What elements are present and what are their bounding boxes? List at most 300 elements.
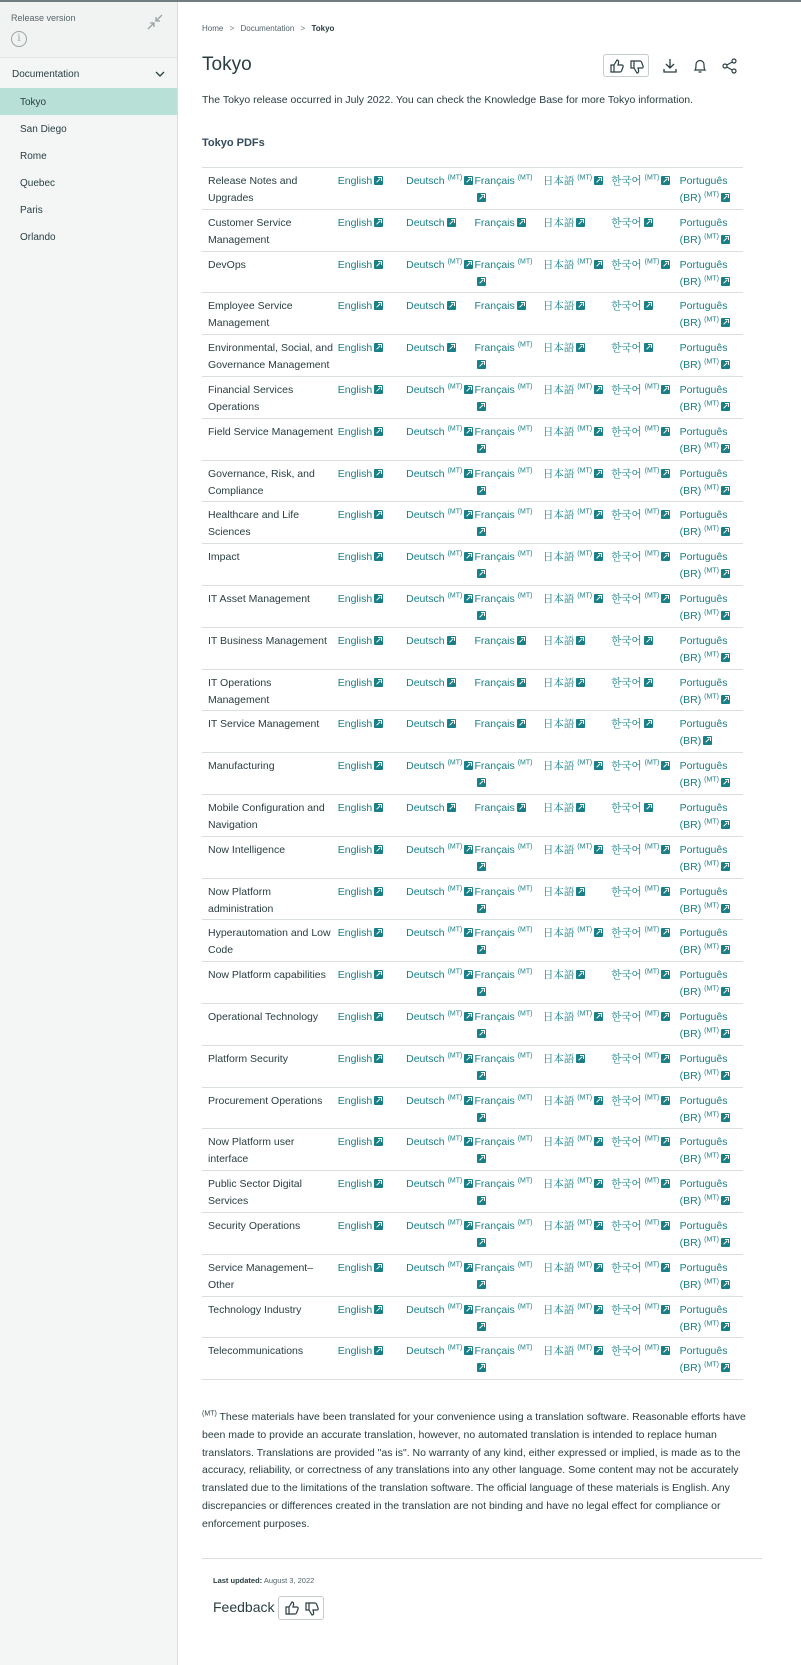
pdf-link-5[interactable]	[680, 376, 743, 418]
pdf-link-label: Français	[474, 885, 515, 898]
pdf-link-5[interactable]	[680, 1254, 743, 1296]
external-link-icon	[447, 678, 456, 687]
pdf-link-5[interactable]	[680, 1129, 743, 1171]
pdf-link-label: Français	[474, 1261, 515, 1274]
pdf-link-3[interactable]	[543, 1254, 611, 1296]
pdf-link-4[interactable]	[611, 1171, 679, 1213]
pdf-link-0[interactable]	[338, 1045, 406, 1087]
pdf-link-2[interactable]	[475, 836, 543, 878]
pdf-link-5[interactable]	[680, 711, 743, 753]
pdf-link-3[interactable]	[543, 1045, 611, 1087]
pdf-link-5[interactable]	[680, 168, 743, 210]
pdf-link-1[interactable]	[406, 753, 474, 795]
mt-marker: (MT)	[447, 1219, 463, 1227]
external-link-icon	[576, 218, 585, 227]
pdf-link-2[interactable]	[475, 460, 543, 502]
mt-marker: (MT)	[644, 885, 660, 893]
external-link-icon	[721, 277, 730, 286]
sidebar-item-san-diego[interactable]: San Diego	[20, 124, 67, 135]
pdf-link-2[interactable]	[475, 1003, 543, 1045]
mt-marker: (MT)	[447, 1094, 463, 1102]
pdf-link-4[interactable]	[611, 544, 679, 586]
mt-marker: (MT)	[704, 985, 719, 993]
pdf-link-2[interactable]	[475, 669, 543, 711]
pdf-link-5[interactable]	[680, 1003, 743, 1045]
pdf-link-2[interactable]	[475, 1171, 543, 1213]
mt-marker: (MT)	[644, 174, 660, 182]
pdf-link-4[interactable]	[611, 1212, 679, 1254]
pdf-link-4[interactable]	[611, 962, 679, 1004]
mt-marker: (MT)	[577, 1135, 593, 1143]
external-link-icon	[374, 845, 383, 854]
pdf-link-0[interactable]	[338, 1087, 406, 1129]
external-link-icon	[661, 510, 670, 519]
pdf-link-5[interactable]	[680, 627, 743, 669]
pdf-link-3[interactable]	[543, 1087, 611, 1129]
pdf-link-3[interactable]	[543, 1171, 611, 1213]
pdf-link-2[interactable]	[475, 502, 543, 544]
external-link-icon	[477, 486, 486, 495]
external-link-icon	[374, 1096, 383, 1105]
pdf-link-1[interactable]	[406, 1129, 474, 1171]
pdf-link-1[interactable]	[406, 1212, 474, 1254]
pdf-link-label: 日本語	[542, 927, 575, 940]
pdf-link-3[interactable]	[543, 753, 611, 795]
pdf-link-0[interactable]	[338, 168, 406, 210]
pdf-link-4[interactable]	[611, 753, 679, 795]
pdf-link-5[interactable]	[680, 836, 743, 878]
external-link-icon	[477, 1154, 486, 1163]
pdf-link-label: English	[337, 969, 373, 982]
thumbs-down-icon[interactable]	[628, 58, 646, 76]
pdf-link-0[interactable]	[338, 1212, 406, 1254]
pdf-link-0[interactable]	[338, 962, 406, 1004]
external-link-icon	[576, 301, 585, 310]
pdf-link-2[interactable]	[475, 251, 543, 293]
pdf-table	[202, 167, 743, 1380]
pdf-link-label: Deutsch	[406, 1303, 445, 1316]
external-link-icon	[661, 1054, 670, 1063]
pdf-link-5[interactable]	[680, 794, 743, 836]
mt-marker: (MT)	[704, 651, 719, 659]
pdf-link-2[interactable]	[475, 1129, 543, 1171]
pdf-link-2[interactable]	[475, 1087, 543, 1129]
pdf-link-0[interactable]	[338, 293, 406, 335]
pdf-link-3[interactable]	[543, 544, 611, 586]
pdf-link-0[interactable]	[338, 1254, 406, 1296]
pdf-link-3[interactable]	[543, 669, 611, 711]
pdf-link-0[interactable]	[338, 209, 406, 251]
pdf-link-label: English	[337, 801, 373, 814]
pdf-link-label: English	[337, 1178, 373, 1191]
pdf-link-5[interactable]	[680, 460, 743, 502]
sidebar-item-orlando[interactable]: Orlando	[20, 232, 56, 243]
pdf-link-4[interactable]	[611, 836, 679, 878]
pdf-link-1[interactable]	[406, 1254, 474, 1296]
pdf-link-4[interactable]	[611, 251, 679, 293]
pdf-link-0[interactable]	[338, 585, 406, 627]
pdf-link-3[interactable]	[543, 1296, 611, 1338]
pdf-link-label: English	[337, 1094, 373, 1107]
sidebar-item-tokyo[interactable]: Tokyo	[0, 88, 177, 115]
mt-marker: (MT)	[577, 550, 593, 558]
product-name: IT Service Management	[208, 718, 320, 731]
pdf-link-5[interactable]	[680, 962, 743, 1004]
pdf-link-1[interactable]	[406, 544, 474, 586]
pdf-link-5[interactable]	[680, 1045, 743, 1087]
pdf-link-3[interactable]	[543, 1212, 611, 1254]
mt-marker: (MT)	[644, 1344, 660, 1352]
pdf-link-label: 한국어	[611, 927, 642, 940]
pdf-link-1[interactable]	[406, 1003, 474, 1045]
pdf-link-4[interactable]	[611, 585, 679, 627]
pdf-link-label: 한국어	[611, 509, 642, 522]
pdf-link-1[interactable]	[406, 962, 474, 1004]
mt-marker: (MT)	[577, 1177, 593, 1185]
pdf-link-5[interactable]	[680, 335, 743, 377]
pdf-link-5[interactable]	[680, 669, 743, 711]
pdf-link-5[interactable]	[680, 209, 743, 251]
pdf-link-label: Português (BR)	[679, 927, 728, 957]
pdf-link-3[interactable]	[543, 335, 611, 377]
mt-marker: (MT)	[517, 341, 533, 349]
pdf-link-5[interactable]	[680, 502, 743, 544]
external-link-icon	[661, 1263, 670, 1272]
pdf-link-1[interactable]	[406, 293, 474, 335]
pdf-link-1[interactable]	[406, 1296, 474, 1338]
thumbs-down-icon[interactable]	[303, 1600, 321, 1618]
pdf-link-4[interactable]	[611, 293, 679, 335]
pdf-link-0[interactable]	[338, 1129, 406, 1171]
pdf-link-label: Deutsch	[406, 969, 445, 982]
pdf-link-2[interactable]	[475, 794, 543, 836]
pdf-link-5[interactable]	[680, 418, 743, 460]
sidebar-section-documentation[interactable]	[0, 60, 177, 88]
pdf-link-2[interactable]	[475, 418, 543, 460]
pdf-link-label: English	[337, 425, 373, 438]
pdf-link-5[interactable]	[680, 1338, 743, 1380]
pdf-link-5[interactable]	[680, 251, 743, 293]
pdf-link-3[interactable]	[543, 1003, 611, 1045]
pdf-link-4[interactable]	[611, 1129, 679, 1171]
pdf-link-label: 日本語	[542, 801, 575, 814]
mt-marker: (MT)	[644, 1135, 660, 1143]
page-title: Tokyo	[202, 54, 252, 75]
external-link-icon	[464, 385, 473, 394]
pdf-link-1[interactable]	[406, 460, 474, 502]
pdf-link-4[interactable]	[611, 920, 679, 962]
collapse-icon[interactable]	[146, 13, 164, 31]
pdf-link-5[interactable]	[680, 920, 743, 962]
pdf-link-1[interactable]	[406, 335, 474, 377]
pdf-link-4[interactable]	[611, 1087, 679, 1129]
external-link-icon	[594, 427, 603, 436]
pdf-link-4[interactable]	[611, 168, 679, 210]
pdf-link-1[interactable]	[406, 627, 474, 669]
external-link-icon	[661, 845, 670, 854]
pdf-link-label: Português (BR)	[679, 1010, 728, 1040]
external-link-icon	[703, 736, 712, 745]
pdf-link-3[interactable]	[543, 585, 611, 627]
pdf-link-5[interactable]	[680, 293, 743, 335]
external-link-icon	[661, 427, 670, 436]
external-link-icon	[374, 427, 383, 436]
external-link-icon	[464, 1054, 473, 1063]
pdf-link-label: Deutsch	[406, 1094, 445, 1107]
pdf-link-3[interactable]	[543, 836, 611, 878]
pdf-link-5[interactable]	[680, 1212, 743, 1254]
mt-marker: (MT)	[517, 759, 533, 767]
pdf-link-1[interactable]	[406, 878, 474, 920]
pdf-link-0[interactable]	[338, 251, 406, 293]
breadcrumb-home[interactable]: Home	[202, 24, 224, 33]
pdf-link-5[interactable]	[680, 1171, 743, 1213]
pdf-link-3[interactable]	[543, 460, 611, 502]
pdf-link-3[interactable]	[543, 251, 611, 293]
pdf-link-1[interactable]	[406, 669, 474, 711]
mt-marker: (MT)	[447, 759, 463, 767]
pdf-link-label: 한국어	[611, 1303, 642, 1316]
pdf-link-4[interactable]	[611, 418, 679, 460]
pdf-link-0[interactable]	[338, 335, 406, 377]
external-link-icon	[576, 719, 585, 728]
external-link-icon	[464, 1263, 473, 1272]
pdf-link-2[interactable]	[475, 920, 543, 962]
pdf-link-2[interactable]	[475, 293, 543, 335]
pdf-link-label: Deutsch	[406, 383, 445, 396]
pdf-link-1[interactable]	[406, 376, 474, 418]
pdf-link-4[interactable]	[611, 502, 679, 544]
mt-marker: (MT)	[644, 467, 660, 475]
pdf-link-label: Deutsch	[406, 676, 445, 689]
mt-marker: (MT)	[704, 442, 719, 450]
pdf-link-3[interactable]	[543, 878, 611, 920]
mt-marker: (MT)	[704, 860, 719, 868]
product-name: Manufacturing	[208, 760, 275, 773]
pdf-link-label: 日本語	[542, 760, 575, 773]
pdf-link-1[interactable]	[406, 1087, 474, 1129]
pdf-link-0[interactable]	[338, 794, 406, 836]
table-row	[202, 1045, 743, 1087]
pdf-link-4[interactable]	[611, 335, 679, 377]
mt-marker: (MT)	[704, 1027, 719, 1035]
pdf-link-4[interactable]	[611, 209, 679, 251]
pdf-link-1[interactable]	[406, 1045, 474, 1087]
pdf-link-3[interactable]	[543, 168, 611, 210]
pdf-link-4[interactable]	[611, 669, 679, 711]
pdf-link-0[interactable]	[338, 1171, 406, 1213]
pdf-link-2[interactable]	[475, 168, 543, 210]
footnote-text: These materials have been translated for your convenience using a translation software. Reasonable efforts have been made to provide an accurate translation, however, no automated translation is intended to replace human translators. Translations are provided "as is". No warranty of any kind, either expressed or implied, is made as to the accuracy, reliability, or correctness of any translations into any other language. Some content may not be accurately translated due to the limitations of the translation software. The official language of these materials is English. Any discrepancies or differences created in the translation are not binding and have no legal effect for compliance or enforcement purposes.	[202, 1411, 746, 1530]
external-link-icon	[661, 970, 670, 979]
pdf-link-3[interactable]	[543, 627, 611, 669]
external-link-icon	[477, 193, 486, 202]
sidebar-item-quebec[interactable]: Quebec	[20, 178, 56, 189]
pdf-link-0[interactable]	[338, 669, 406, 711]
pdf-link-0[interactable]	[338, 418, 406, 460]
pdf-link-1[interactable]	[406, 1171, 474, 1213]
pdf-link-0[interactable]	[338, 1338, 406, 1380]
pdf-link-label: 한국어	[611, 676, 642, 689]
pdf-link-0[interactable]	[338, 920, 406, 962]
pdf-link-5[interactable]	[680, 753, 743, 795]
pdf-link-4[interactable]	[611, 711, 679, 753]
sidebar-item-paris[interactable]: Paris	[20, 205, 43, 216]
pdf-link-2[interactable]	[475, 1254, 543, 1296]
pdf-link-2[interactable]	[475, 627, 543, 669]
pdf-link-0[interactable]	[338, 1003, 406, 1045]
external-link-icon	[477, 277, 486, 286]
pdf-link-3[interactable]	[543, 920, 611, 962]
mt-marker: (MT)	[644, 1303, 660, 1311]
pdf-link-label: 한국어	[611, 342, 642, 355]
pdf-link-0[interactable]	[338, 627, 406, 669]
mt-marker: (MT)	[704, 1111, 719, 1119]
pdf-link-1[interactable]	[406, 251, 474, 293]
table-row	[202, 293, 743, 335]
sidebar-item-rome[interactable]: Rome	[20, 151, 47, 162]
pdf-link-2[interactable]	[475, 962, 543, 1004]
product-name: Operational Technology	[208, 1010, 319, 1023]
feedback-rating-group	[278, 1596, 324, 1620]
pdf-link-5[interactable]	[680, 1296, 743, 1338]
pdf-link-3[interactable]	[543, 293, 611, 335]
pdf-link-1[interactable]	[406, 168, 474, 210]
pdf-link-3[interactable]	[543, 794, 611, 836]
pdf-link-4[interactable]	[611, 460, 679, 502]
breadcrumb-documentation[interactable]: Documentation	[240, 24, 295, 33]
mt-marker: (MT)	[644, 1219, 660, 1227]
external-link-icon	[644, 678, 653, 687]
pdf-link-2[interactable]	[475, 209, 543, 251]
mt-marker: (MT)	[517, 174, 533, 182]
mt-marker: (MT)	[704, 1361, 719, 1369]
pdf-link-label: Français	[474, 718, 515, 731]
pdf-link-label: 日本語	[542, 1219, 575, 1232]
product-name: Mobile Configuration and Navigation	[208, 801, 325, 831]
pdf-link-2[interactable]	[475, 753, 543, 795]
pdf-link-3[interactable]	[543, 209, 611, 251]
external-link-icon	[661, 260, 670, 269]
pdf-link-1[interactable]	[406, 836, 474, 878]
pdf-link-label: Português (BR)	[679, 885, 728, 915]
product-name: Release Notes and Upgrades	[208, 175, 298, 204]
pdf-link-2[interactable]	[475, 1045, 543, 1087]
external-link-icon	[477, 611, 486, 620]
mt-marker: (MT)	[447, 1177, 463, 1185]
external-link-icon	[374, 1054, 383, 1063]
pdf-link-3[interactable]	[543, 502, 611, 544]
pdf-link-label: Français	[474, 509, 515, 522]
download-icon[interactable]	[661, 57, 679, 75]
pdf-link-0[interactable]	[338, 878, 406, 920]
thumbs-up-icon[interactable]	[608, 57, 626, 75]
pdf-link-2[interactable]	[475, 878, 543, 920]
pdf-link-0[interactable]	[338, 544, 406, 586]
pdf-link-0[interactable]	[338, 753, 406, 795]
pdf-link-0[interactable]	[338, 502, 406, 544]
pdf-link-2[interactable]	[475, 544, 543, 586]
pdf-link-2[interactable]	[475, 335, 543, 377]
pdf-link-3[interactable]	[543, 376, 611, 418]
pdf-link-2[interactable]	[475, 585, 543, 627]
pdf-link-4[interactable]	[611, 1338, 679, 1380]
external-link-icon	[374, 1137, 383, 1146]
external-link-icon	[374, 887, 383, 896]
pdf-link-4[interactable]	[611, 1045, 679, 1087]
pdf-link-1[interactable]	[406, 920, 474, 962]
pdf-link-label: Deutsch	[406, 1261, 445, 1274]
pdf-link-1[interactable]	[406, 711, 474, 753]
pdf-link-4[interactable]	[611, 794, 679, 836]
pdf-link-5[interactable]	[680, 878, 743, 920]
pdf-link-3[interactable]	[543, 418, 611, 460]
pdf-link-2[interactable]	[475, 376, 543, 418]
pdf-link-4[interactable]	[611, 1003, 679, 1045]
pdf-link-1[interactable]	[406, 209, 474, 251]
external-link-icon	[477, 402, 486, 411]
pdf-link-label: English	[337, 885, 373, 898]
pdf-link-label: 한국어	[611, 1136, 642, 1149]
pdf-link-label: 日本語	[542, 383, 575, 396]
info-icon[interactable]: i	[11, 31, 27, 47]
thumbs-up-icon[interactable]	[283, 1599, 301, 1617]
pdf-link-5[interactable]	[680, 544, 743, 586]
external-link-icon	[477, 778, 486, 787]
pdf-link-2[interactable]	[475, 1212, 543, 1254]
pdf-link-5[interactable]	[680, 585, 743, 627]
share-icon[interactable]	[721, 57, 739, 75]
pdf-link-0[interactable]	[338, 1296, 406, 1338]
external-link-icon	[576, 1054, 585, 1063]
pdf-link-2[interactable]	[475, 711, 543, 753]
pdf-link-3[interactable]	[543, 1129, 611, 1171]
pdf-link-label: English	[337, 1052, 373, 1065]
pdf-link-1[interactable]	[406, 794, 474, 836]
product-name: DevOps	[208, 258, 246, 271]
pdf-link-0[interactable]	[338, 376, 406, 418]
pdf-link-2[interactable]	[475, 1338, 543, 1380]
pdf-link-1[interactable]	[406, 1338, 474, 1380]
pdf-link-3[interactable]	[543, 962, 611, 1004]
pdf-link-0[interactable]	[338, 711, 406, 753]
pdf-link-4[interactable]	[611, 376, 679, 418]
pdf-link-0[interactable]	[338, 836, 406, 878]
pdf-link-5[interactable]	[680, 1087, 743, 1129]
pdf-link-4[interactable]	[611, 878, 679, 920]
pdf-link-3[interactable]	[543, 1338, 611, 1380]
pdf-link-1[interactable]	[406, 418, 474, 460]
table-row	[202, 376, 743, 418]
pdf-link-label: 한국어	[611, 425, 642, 438]
pdf-link-3[interactable]	[543, 711, 611, 753]
pdf-link-0[interactable]	[338, 460, 406, 502]
chevron-down-icon	[155, 69, 165, 79]
mt-marker: (MT)	[644, 383, 660, 391]
pdf-link-4[interactable]	[611, 1254, 679, 1296]
pdf-link-2[interactable]	[475, 1296, 543, 1338]
pdf-link-1[interactable]	[406, 585, 474, 627]
mt-marker: (MT)	[577, 174, 593, 182]
pdf-link-label: English	[337, 843, 373, 856]
pdf-link-4[interactable]	[611, 627, 679, 669]
pdf-link-4[interactable]	[611, 1296, 679, 1338]
pdf-link-1[interactable]	[406, 502, 474, 544]
bell-icon[interactable]	[691, 57, 709, 75]
pdf-link-label: 한국어	[611, 175, 642, 187]
external-link-icon	[447, 343, 456, 352]
external-link-icon	[594, 552, 603, 561]
